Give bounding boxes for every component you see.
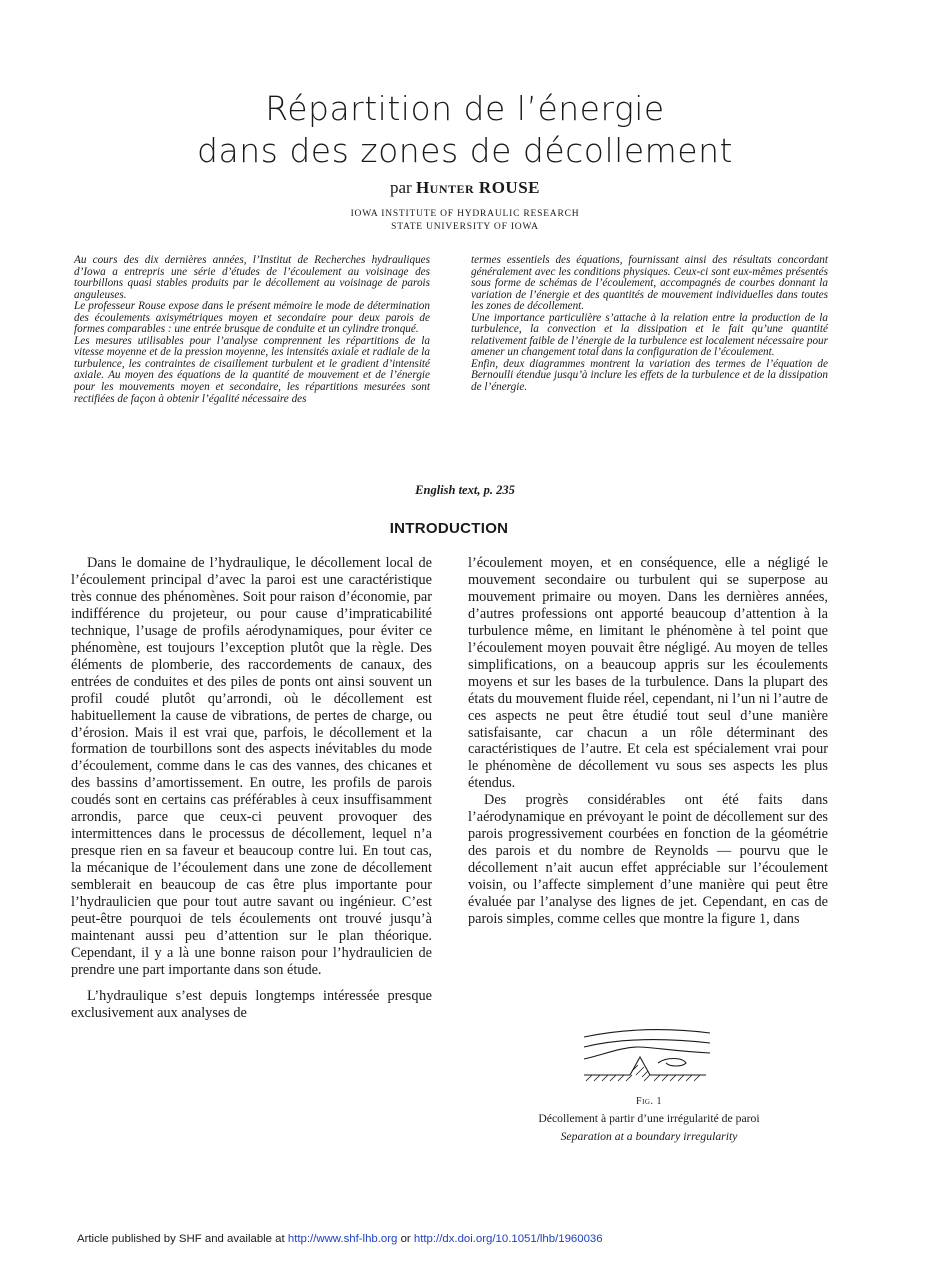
body-paragraph: Des progrès considérables ont été faits dans l’aérodynamique en prévoyant le point de décollement sur des parois progressivement courbées en fonction de la géométrie des parois et du nombre de Reynolds — pourvu que le décollement n’ait aucun effet appréciable sur l’écoulement voisin, ou l’affecte simplement d’une manière qui peut être évaluée par l’analyse des lignes de jet. Cependant, en cas de parois simples, comme celles que montre la figure 1, dans	[468, 792, 828, 928]
figure-1-diagram	[582, 1025, 712, 1095]
affiliation-line-2: STATE UNIVERSITY OF IOWA	[391, 222, 539, 232]
abstract-paragraph: Le professeur Rouse expose dans le présent mémoire le mode de détermination des écoulements axisymétriques moyen et secondaire pour deux parois de formes comparables : une entrée brusque de conduite et un cylindre tronqué.	[74, 300, 430, 336]
title-line-1: Répartition de l’énergie	[265, 89, 665, 128]
abstract-paragraph: Au cours des dix dernières années, l’Institut de Recherches hydrauliques d’Iowa a entrepris une série d’études de l’écoulement au voisinage des tourbillons quasi stables produits par le décollement au voisinage de parois anguleuses.	[74, 254, 430, 301]
publisher-link[interactable]: http://www.shf-lhb.org	[287, 1233, 398, 1245]
footer-or: or	[400, 1233, 411, 1245]
body-paragraph: Dans le domaine de l’hydraulique, le décollement local de l’écoulement principal d’avec la paroi est une caractéristique très connue des phénomènes. Soit pour raison d’économie, par indifférence du projeteur, ou pour cause d’impraticabilité technique, l’usage de profils aérodynamiques, pour éviter ce phénomène, est toujours l’exception plutôt que la règle. Des éléments de plomberie, des raccordements de canaux, des entrées de conduites et des piles de ponts ont ainsi souvent un profil coudé plutôt qu’arrondi, où le décollement est habituellement la cause de vibrations, de pertes de charge, ou d’érosion. Mais il est vrai que, parfois, le décollement et la formation de tourbillons sont des aspects inévitables du mode d’écoulement, comme dans le cas des vannes, des chicanes et des bassins d’amortissement. En outre, les profils de parois coudés sont en certains cas préférables à ceux insuffisamment arrondis, parce que ceux-ci peuvent provoquer des intermittences dans le processus de décollement, lequel n’a presque rien en sa faveur et beaucoup contre lui. En tout cas, la mécanique de l’écoulement dans une zone de décollement semblerait en beaucoup de cas être plus importante pour l’hydraulicien que pour tout autre savant ou ingénieur. C’est peut-être pourquoi de tels écoulements ont trouvé jusqu’à maintenant aussi peu d’attention sur le plan théorique. Cependant, il y a là une bonne raison pour l’hydraulicien de prendre une part importante dans son étude.	[71, 555, 432, 978]
affiliation-line-1: IOWA INSTITUTE OF HYDRAULIC RESEARCH	[350, 209, 580, 219]
doi-link[interactable]: http://dx.doi.org/10.1051/lhb/1960036	[413, 1233, 603, 1245]
title-line-2: dans des zones de décollement	[197, 131, 733, 170]
body-paragraph: l’écoulement moyen, et en conséquence, elle a négligé le mouvement secondaire ou turbulent qui se superpose au mouvement primaire ou moyen. Dans les dernières années, d’autres professions ont apporté beaucoup d’attention à la turbulence même, en limitant le phénomène à tel point que l’écoulement moyen pouvait être négligé. Au moyen de telles simplifications, on a beaucoup appris sur les écoulements moyens et sur les bases de la turbulence. Dans la plupart des états du mouvement fluide réel, cependant, ni l’un ni l’autre de ces aspects ne peut être étudié tout seul d’une manière satisfaisante, car chacun a un rôle déterminant des caractéristiques de l’autre. Et cela est spécialement vrai pour le phénomène de décollement vu sous ses aspects les plus étendus.	[468, 555, 828, 792]
body-paragraph: L’hydraulique s’est depuis longtemps intéressée presque exclusivement aux analyses de	[71, 987, 432, 1021]
abstract-right-column	[471, 255, 828, 394]
abstract-paragraph: Les mesures utilisables pour l’analyse comprennent les répartitions de la vitesse moyenne et de la pression moyenne, les intensités axiale et radiale de la turbulence, les contraintes de cisaillement turbulent et le gradient d’intensité axiale. Au moyen des équations de la quantité de mouvement et de l’énergie pour les mouvements moyen et secondaire, les répartitions mesurées sont rectifiées de façon à obtenir l’égalité nécessaire des	[74, 334, 430, 405]
byline-prefix: par	[389, 178, 412, 197]
body-left-column	[71, 555, 432, 1022]
abstract-paragraph: Enfin, deux diagrammes montrent la variation des termes de l’équation de Bernoulli étendue jusqu’à inclure les effets de la turbulence et de la dissipation de l’énergie.	[471, 357, 828, 394]
figure-caption-english: Separation at a boundary irregularity	[560, 1130, 738, 1143]
author-name: Hunter ROUSE	[415, 178, 541, 197]
abstract-paragraph: termes essentiels des équations, fournissant ainsi des résultats concordant généralement avec les conditions physiques. Ceux-ci sont eux-mêmes présentés sous forme de schémas de l’écoulement, accompagnés de courbes donnant la variation de l’énergie et des quantités de mouvement individuelles dans toutes les zones de décollement.	[471, 254, 828, 313]
article-title	[0, 88, 930, 172]
abstract-left-column	[74, 255, 430, 405]
body-right-column	[468, 555, 828, 928]
affiliation	[0, 208, 930, 234]
abstract-paragraph: Une importance particulière s’attache à la relation entre la production de la turbulence, la convection et la dissipation et le fait qu’une quantité relativement faible de l’énergie de la turbulence est localement nécessaire pour amener un changement total dans la configuration de l’écoulement.	[471, 311, 828, 359]
footer-citation	[77, 1233, 603, 1245]
footer-text: Article published by SHF and available at	[77, 1233, 285, 1245]
english-text-reference: English text, p. 235	[415, 483, 515, 497]
byline	[0, 178, 930, 198]
section-heading: INTRODUCTION	[389, 520, 509, 537]
figure-label: Fig. 1	[636, 1096, 662, 1107]
figure-caption-french: Décollement à partir d’une irrégularité de paroi	[538, 1112, 760, 1125]
